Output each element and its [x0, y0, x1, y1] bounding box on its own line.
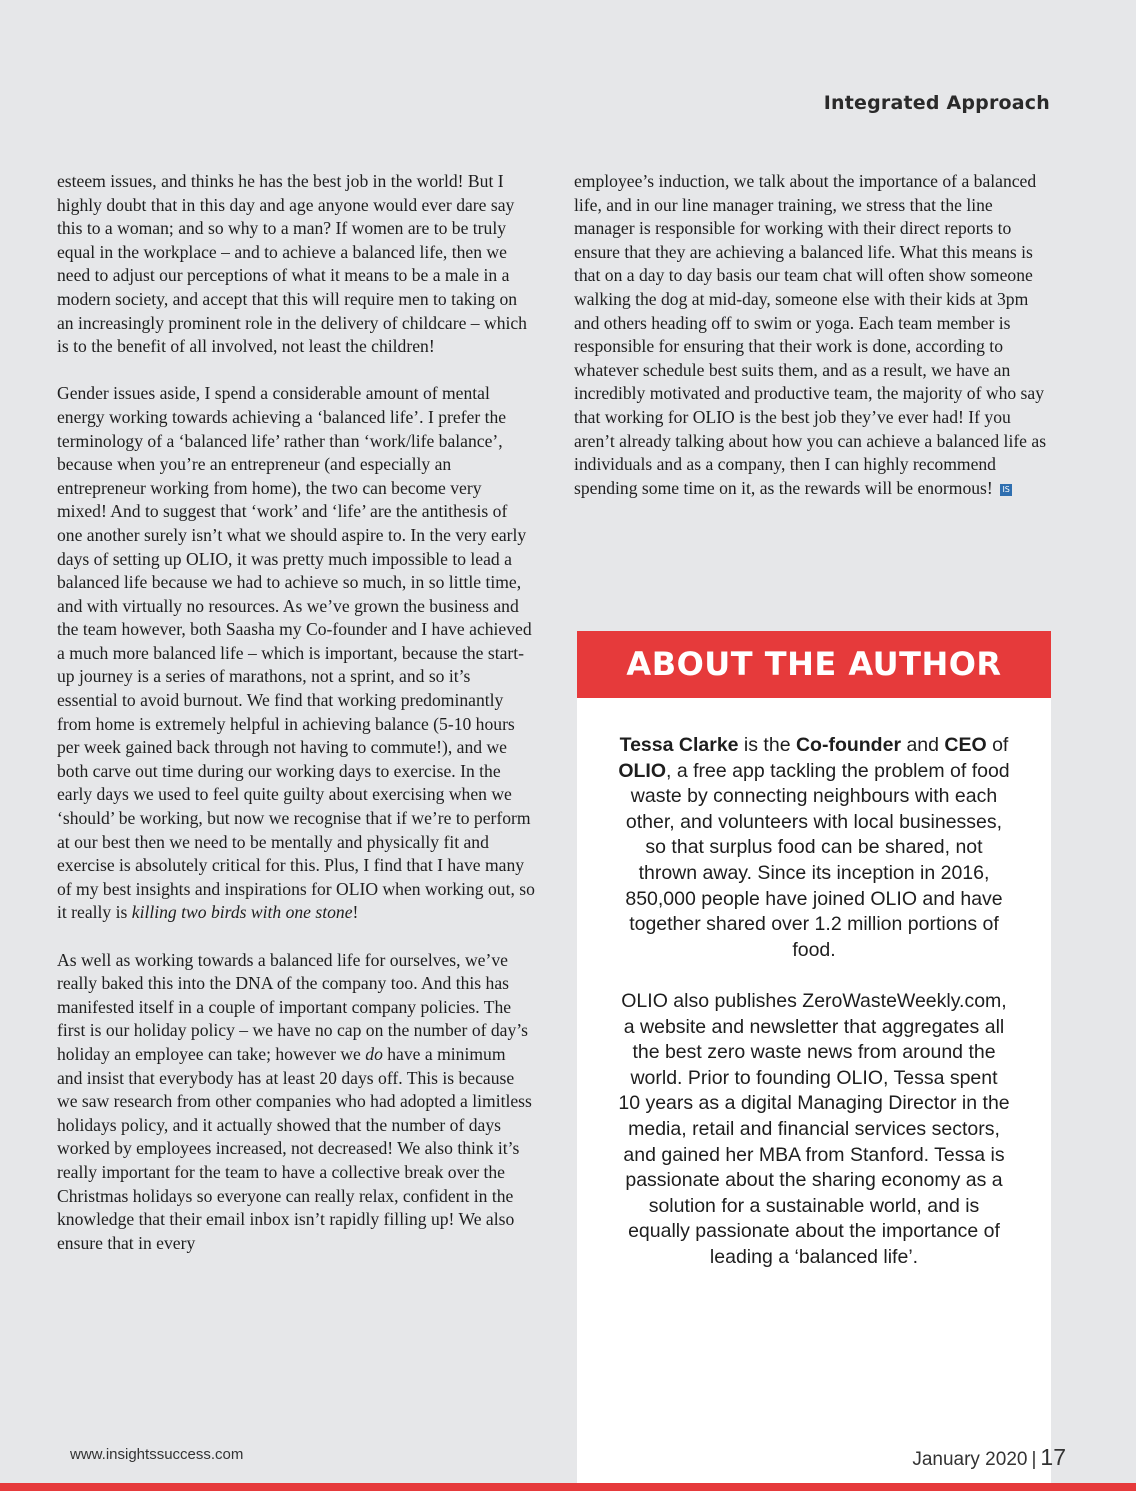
paragraph-4: [574, 170, 1050, 500]
paragraph-3-text-b: have a minimum and insist that everybody has at least 20 days off. This is because we saw research from other companies who had adopted a limitless holidays policy, and it actually showed that the number of days worked by employees increased, not decreased! We also think it’s really important for the team to have a collective break over the Christmas holidays so everyone can really relax, confident in the knowledge that their email inbox isn’t rapidly filling up! We also ensure that in every: [57, 1043, 532, 1253]
paragraph-4-text: employee’s induction, we talk about the importance of a balanced life, and in our line manager training, we stress that the line manager is responsible for working with their direct reports to ensure that they are achieving a balanced life. What this means is that on a day to day basis our team chat will often show someone walking the dog at mid-day, someone else with their kids at 3pm and others heading off to swim or yoga. Each team member is responsible for ensuring that their work is done, according to whatever schedule best suits them, and as a result, we have an incredibly motivated and productive team, the majority of who say that working for OLIO is the best job they’ve ever had! If you aren’t already talking about how you can achieve a balanced life as individuals and as a company, then I can highly recommend spending some time on it, as the rewards will be enormous!: [574, 171, 1047, 498]
author-bio-text: is the: [738, 734, 796, 756]
section-label: Integrated Approach: [823, 92, 1050, 114]
author-role-ceo: CEO: [944, 734, 987, 756]
article-right-column: [574, 170, 1050, 524]
about-author-body: [577, 698, 1051, 1270]
paragraph-3-italic: do: [365, 1043, 383, 1064]
footer-date: January 2020: [912, 1449, 1028, 1470]
author-bio-2: OLIO also publishes ZeroWasteWeekly.com, a website and newsletter that aggregates all the best zero waste news from around the world. Prior to founding OLIO, Tessa spent 10 years as a digital Managing Director in the media, retail and financial services sectors, and gained her MBA from Stanford. Tessa is passionate about the sharing economy as a solution for a sustainable world, and is equally passionate about the importance of leading a ‘balanced life’.: [618, 989, 1010, 1268]
paragraph-3: [57, 949, 535, 1256]
paragraph-3-text-a: As well as working towards a balanced life for ourselves, we’ve really baked this into the DNA of the company too. And this has manifested itself in a couple of important company policies. The first is our holiday policy – we have no cap on the number of day’s holiday an employee can take; however we: [57, 949, 529, 1064]
paragraph-2-italic: killing two birds with one stone: [131, 902, 353, 923]
about-author-title: ABOUT THE AUTHOR: [577, 631, 1051, 698]
author-bio-text: , a free app tackling the problem of food waste by connecting neighbours with each other, and volunteers with local businesses, so that surplus food can be shared, not thrown away. Since its inception in 2016, 850,000 people have joined OLIO and have together shared over 1.2 million portions of food.: [625, 759, 1010, 961]
paragraph-1: esteem issues, and thinks he has the best job in the world! But I highly doubt that in this day and age anyone would ever dare say this to a woman; and so why to a man? If women are to be truly equal in the workplace – and to achieve a balanced life, then we need to adjust our perceptions of what it means to be a male in a modern society, and accept that this will require men to taking on an increasingly prominent role in the delivery of childcare – which is to the benefit of all involved, not least the children!: [57, 171, 527, 357]
footer-website: www.insightssuccess.com: [70, 1446, 244, 1463]
paragraph-2-text: Gender issues aside, I spend a considerable amount of mental energy working towards achieving a ‘balanced life’. I prefer the terminology of a ‘balanced life’ rather than ‘work/life balance’, because when you’re an entrepreneur (and especially an entrepreneur working from home), the two can become very mixed! And to suggest that ‘work’ and ‘life’ are the antithesis of one another surely isn’t what we should aspire to. In the very early days of setting up OLIO, it was pretty much impossible to lead a balanced life because we had to achieve so much, in so little time, and with virtually no resources. As we’ve grown the business and the team however, both Saasha my Co-founder and I have achieved a much more balanced life – which is important, because the start-up journey is a series of marathons, not a sprint, and so it’s essential to avoid burnout. We find that working predominantly from home is extremely helpful in achieving balance (5-10 hours per week gained back through not having to commute!), and we both carve out time during our working days to exercise. In the early days we used to feel quite guilty about exercising when we ‘should’ be working, but now we recognise that if we’re to perform at our best then we need to be mentally and physically fit and exercise is absolutely critical for this. Plus, I find that I have many of my best insights and inspirations for OLIO when working out, so it really is: [57, 383, 535, 923]
paragraph-2: [57, 382, 535, 925]
author-company: OLIO: [618, 759, 667, 782]
author-bio-text: and: [901, 734, 945, 756]
footer-separator: |: [1031, 1449, 1037, 1470]
author-role-cofounder: Co-founder: [795, 734, 902, 756]
bottom-accent-bar: [0, 1483, 1136, 1491]
footer-page-info: [912, 1444, 1066, 1471]
paragraph-2-end: !: [352, 902, 359, 923]
author-name: Tessa Clarke: [619, 734, 739, 756]
about-author-box: [577, 631, 1051, 1491]
end-mark-icon: IS: [1000, 484, 1012, 496]
page-number: 17: [1040, 1444, 1066, 1470]
author-bio-text: of: [986, 734, 1009, 756]
author-bio-1: [617, 733, 1011, 963]
article-left-column: [57, 170, 535, 1279]
